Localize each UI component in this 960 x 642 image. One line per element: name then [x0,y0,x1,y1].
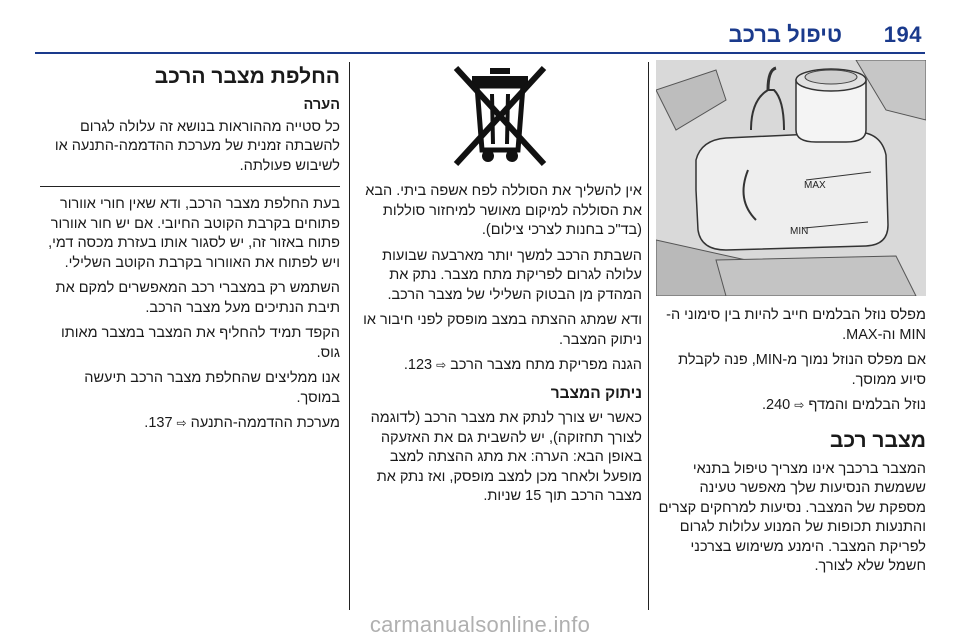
reservoir-drawing [656,60,926,296]
running-title: טיפול ברכב [728,22,842,47]
column-middle [358,60,642,610]
workshop-text: אנו ממליצים שהחלפת מצבר הרכב תיעשה במוסך. [84,370,340,406]
note-label: הערה [303,97,340,113]
note-block [40,96,340,187]
page-header [0,0,960,54]
watermark: carmanualsonline.info [369,612,591,637]
battery-disposal-symbol [358,60,642,172]
min-label: MIN [790,226,809,237]
section-title-battery: מצבר רכב [830,428,926,452]
page-ref-arrow-icon: ⇨ [176,416,187,430]
note-text: כל סטייה מההוראות בנושא זה עלולה לגרום להשבתה זמנית של מערכת ההדממה-התנעה או לשיבוש פעולתה. [54,118,340,174]
page-ref-arrow-icon: ⇨ [794,398,805,412]
page-ref-arrow-icon: ⇨ [436,358,447,372]
crossed-bin-icon [450,64,550,168]
column-divider-right [648,62,649,610]
reference-page: 123. [403,357,433,373]
battery-maintenance-text: המצבר ברכבך אינו מצריך טיפול בתנאי ששמשת הנסיעות שלך מאפשר טעינה מספקת של המצבר. נסיעות למרחקים קצרים והתנעות תכופות של המנוע עלולות לגרום לפריקת המצבר. הימנע משימוש בצרכני חשמל שלא לצורך. [658,460,926,574]
reference-text: נוזל הבלמים והמדף [808,397,926,413]
section-title-replace-battery: החלפת מצבר הרכב [154,65,340,88]
header-rule [35,52,925,54]
brake-fluid-reservoir-illustration [656,60,926,296]
brake-fluid-reference [658,396,926,416]
ignition-text: ודא שמתג ההצתה במצב מופסק לפני חיבור או ניתוק המצבר. [363,312,642,348]
vent-holes-text: בעת החלפת מצבר הרכב, ודא שאין חורי אוורור פתוחים בקרבת הקוטב החיובי. אם יש חור אוורור פתוח באזור זה, יש לסגור אותו בעזרת מכסה דמי, ויש לפתוח את האוורור בקרבת הקוטב השלילי. [48,196,340,271]
reference-text: מערכת ההדממה-התנעה [190,415,340,431]
storage-text: השבתת הרכב למשך יותר מארבעה שבועות עלולה לגרום לפריקת מתח מצבר. נתק את המהדק מן הבטוק השלילי של מצבר הרכב. [382,247,642,303]
low-level-text: אם מפלס הנוזל נמוך מ-MIN, פנה לקבלת סיוע ממוסך. [678,352,926,388]
reference-text: הגנה מפריקת מתח מצבר הרכב [450,357,642,373]
column-divider-left [349,62,350,610]
same-type-text: הקפד תמיד להחליף את המצבר במצבר מאותו גוס. [60,325,340,361]
page-number: 194 [883,22,922,47]
fluid-level-text: מפלס נוזל הבלמים חייב להיות בין סימוני ה-MIN וה-MAX. [666,307,926,343]
column-left [40,60,340,610]
subhead-disconnect: ניתוק המצבר [550,384,642,402]
fuse-box-text: השתמש רק במצברי רכב המאפשרים למקם את תיבת הנתיכים מעל מצבר הרכב. [55,280,340,316]
discharge-protection-reference [358,356,642,376]
column-right [658,60,926,610]
reference-page: 137. [144,415,173,431]
max-label: MAX [804,180,826,191]
disposal-text: אין להשליך את הסוללה לפח אשפה ביתי. הבא את הסוללה למיקום מאושר למיחזור סוללות (בד"כ בחנות לצרכי צילום). [365,183,642,238]
stop-start-reference [40,414,340,434]
disconnect-text: כאשר יש צורך לנתק את מצבר הרכב (לדוגמה לצורך תחזוקה), יש להשבית גם את האזעקה באופן הבא: הערה: את מתג ההצתה למצב מופעל ולאחר מכן למצב מופסק, ואז נתק את מצבר הרכב תוך 15 שניות. [370,410,642,504]
reference-page: 240. [762,397,791,413]
